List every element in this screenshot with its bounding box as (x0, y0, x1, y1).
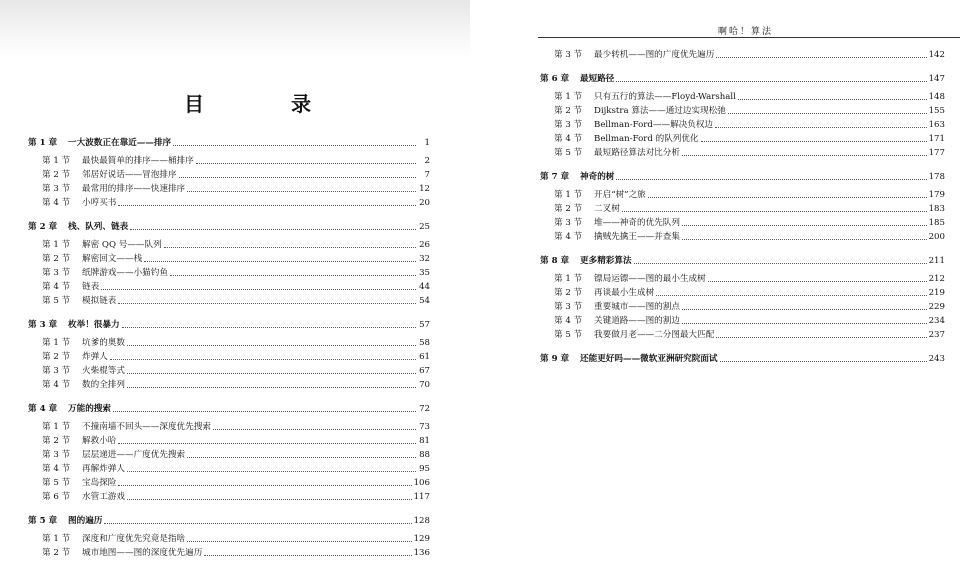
toc-section-entry (28, 476, 430, 490)
entry-title: 数的全排列 (82, 380, 125, 390)
leader-dots (104, 522, 411, 524)
page-number: 136 (413, 548, 430, 558)
leader-dots (622, 210, 927, 212)
toc-section-entry (28, 196, 430, 210)
toc-chapter-entry (28, 220, 430, 234)
entry-number: 第 4 节 (42, 380, 71, 390)
header-rule (538, 37, 960, 38)
entry-title: 最短路径算法对比分析 (594, 148, 680, 158)
toc-section-entry (28, 532, 430, 546)
leader-dots (179, 176, 416, 178)
entry-title: 一大波数正在靠近——排序 (68, 138, 172, 148)
entry-title: 解密回文——栈 (82, 254, 143, 264)
page-number: 229 (928, 302, 945, 312)
toc-title: 目 录 (184, 92, 351, 116)
page-number: 155 (928, 106, 945, 116)
entry-number: 第 3 节 (554, 120, 583, 130)
toc-section-entry (540, 188, 945, 202)
entry-title: 链表 (82, 282, 100, 292)
entry-title: Bellman-Ford 的队列优化 (594, 134, 699, 144)
page-number: 58 (419, 338, 430, 348)
toc-section-entry (540, 104, 945, 118)
page-number: 81 (419, 436, 430, 446)
entry-title: Bellman-Ford——解决负权边 (594, 120, 714, 130)
toc-section-entry (540, 272, 945, 286)
entry-title: 炸弹人 (82, 352, 108, 362)
entry-title: Dijkstra 算法——通过边实现松弛 (594, 106, 726, 116)
toc-section-entry (540, 230, 945, 244)
entry-number: 第 2 节 (554, 288, 583, 298)
leader-dots (118, 302, 416, 304)
page-number: 2 (424, 156, 430, 166)
entry-title: 邻居好说话——冒泡排序 (82, 170, 177, 180)
toc-section-entry (540, 202, 945, 216)
page-number: 70 (419, 380, 430, 390)
entry-number: 第 4 节 (554, 232, 583, 242)
toc-section-entry (540, 90, 945, 104)
toc-section-entry (28, 350, 430, 364)
page-number: 1 (424, 138, 430, 148)
page-number: 73 (419, 422, 430, 432)
entry-number: 第 1 节 (42, 338, 71, 348)
toc-section-entry (540, 314, 945, 328)
toc-section-entry (28, 546, 430, 560)
entry-number: 第 6 章 (540, 74, 570, 84)
leader-dots (682, 238, 927, 240)
leader-dots (130, 228, 416, 230)
entry-title: 最少转机——图的广度优先遍历 (594, 50, 715, 60)
entry-number: 第 3 节 (554, 218, 583, 228)
page-number: 26 (419, 240, 430, 250)
entry-number: 第 9 章 (540, 354, 570, 364)
entry-number: 第 5 节 (554, 148, 583, 158)
entry-number: 第 3 节 (42, 184, 71, 194)
entry-number: 第 4 节 (554, 316, 583, 326)
entry-number: 第 7 章 (540, 172, 570, 182)
entry-title: 栈、队列、链表 (68, 222, 129, 232)
entry-title: 再谈最小生成树 (594, 288, 655, 298)
entry-title: 再解炸弹人 (82, 464, 125, 474)
entry-title: 深度和广度优先究竟是指啥 (82, 534, 186, 544)
entry-title: 只有五行的算法——Floyd-Warshall (594, 92, 736, 102)
toc-section-entry (540, 286, 945, 300)
entry-number: 第 1 节 (42, 534, 71, 544)
leader-dots (127, 470, 416, 472)
toc-section-entry (28, 434, 430, 448)
entry-title: 堆——神奇的优先队列 (594, 218, 680, 228)
page-number: 57 (419, 320, 430, 330)
leader-dots (127, 386, 416, 388)
page-number: 67 (419, 366, 430, 376)
leader-dots (701, 140, 927, 142)
leader-dots (170, 274, 416, 276)
page-number: 106 (413, 478, 430, 488)
toc-chapter-entry (540, 352, 945, 366)
leader-dots (164, 246, 416, 248)
page-number: 148 (928, 92, 945, 102)
page-number: 44 (419, 282, 430, 292)
entry-number: 第 1 章 (28, 138, 58, 148)
entry-number: 第 2 节 (42, 352, 71, 362)
toc-section-entry (28, 490, 430, 504)
leader-dots (113, 410, 416, 412)
entry-number: 第 3 节 (42, 366, 71, 376)
page-number: 212 (928, 274, 945, 284)
entry-title: 宝岛探险 (82, 478, 117, 488)
leader-dots (118, 204, 416, 206)
leader-dots (728, 112, 927, 114)
leader-dots (144, 260, 416, 262)
leader-dots (682, 224, 927, 226)
leader-dots (716, 336, 926, 338)
entry-title: 最常用的排序——快速排序 (82, 184, 186, 194)
leader-dots (682, 154, 927, 156)
toc-section-entry (540, 216, 945, 230)
toc-chapter-entry (28, 514, 430, 528)
entry-title: 还能更好吗——微软亚洲研究院面试 (580, 354, 718, 364)
entry-number: 第 5 节 (554, 330, 583, 340)
entry-title: 枚举！很暴力 (68, 320, 120, 330)
page-number: 54 (419, 296, 430, 306)
entry-title: 层层递进——广度优先搜索 (82, 450, 186, 460)
toc-section-entry (28, 280, 430, 294)
toc-list-right (540, 48, 945, 370)
leader-dots (682, 308, 927, 310)
page-number: 20 (419, 198, 430, 208)
toc-chapter-entry (540, 254, 945, 268)
entry-title: 坑爹的奥数 (82, 338, 125, 348)
leader-dots (127, 498, 412, 500)
entry-number: 第 5 节 (42, 296, 71, 306)
toc-section-entry (540, 48, 945, 62)
entry-title: 水管工游戏 (82, 492, 125, 502)
toc-section-entry (28, 364, 430, 378)
leader-dots (616, 178, 926, 180)
page-number: 179 (928, 190, 945, 200)
leader-dots (616, 80, 926, 82)
page-number: 35 (419, 268, 430, 278)
running-header: 啊哈！算法 (718, 27, 774, 37)
page-number: 163 (928, 120, 945, 130)
entry-title: 城市地图——图的深度优先遍历 (82, 548, 203, 558)
page-number: 95 (419, 464, 430, 474)
leader-dots (173, 144, 416, 146)
toc-section-entry (28, 266, 430, 280)
toc-section-entry (540, 300, 945, 314)
page-number: 142 (928, 50, 945, 60)
entry-number: 第 4 章 (28, 404, 58, 414)
leader-dots (127, 372, 416, 374)
page-number: 25 (419, 222, 430, 232)
entry-title: 纸牌游戏——小猫钓鱼 (82, 268, 168, 278)
toc-section-entry (540, 132, 945, 146)
entry-number: 第 3 节 (554, 50, 583, 60)
page-number: 88 (419, 450, 430, 460)
entry-title: 解救小哈 (82, 436, 117, 446)
entry-title: 解密 QQ 号——队列 (82, 240, 162, 250)
entry-number: 第 1 节 (42, 240, 71, 250)
toc-chapter-entry (28, 136, 430, 150)
entry-number: 第 1 节 (554, 92, 583, 102)
entry-number: 第 2 节 (554, 204, 583, 214)
page-number: 243 (928, 354, 945, 364)
entry-title: 镖局运镖——图的最小生成树 (594, 274, 706, 284)
page-number: 61 (419, 352, 430, 362)
leader-dots (204, 554, 411, 556)
entry-title: 开启“树”之旅 (594, 190, 646, 200)
entry-title: 万能的搜索 (68, 404, 111, 414)
left-page (0, 0, 480, 581)
right-page (482, 0, 965, 581)
entry-number: 第 6 节 (42, 492, 71, 502)
page-number: 219 (928, 288, 945, 298)
page-number: 234 (928, 316, 945, 326)
page-number: 12 (419, 184, 430, 194)
entry-title: 更多精彩算法 (580, 256, 632, 266)
page-number: 7 (424, 170, 430, 180)
leader-dots (715, 126, 927, 128)
toc-section-entry (28, 238, 430, 252)
toc-chapter-entry (28, 402, 430, 416)
entry-number: 第 4 节 (42, 198, 71, 208)
page-number: 185 (928, 218, 945, 228)
leader-dots (716, 56, 926, 58)
entry-title: 图的遍历 (68, 516, 103, 526)
entry-title: 火柴棍等式 (82, 366, 125, 376)
entry-title: 神奇的树 (580, 172, 615, 182)
page-number: 171 (928, 134, 945, 144)
toc-chapter-entry (540, 170, 945, 184)
entry-number: 第 3 节 (42, 450, 71, 460)
page-number: 32 (419, 254, 430, 264)
entry-title: 二叉树 (594, 204, 620, 214)
toc-section-entry (28, 168, 430, 182)
entry-number: 第 1 节 (42, 422, 71, 432)
entry-number: 第 2 节 (42, 436, 71, 446)
entry-number: 第 4 节 (42, 464, 71, 474)
leader-dots (656, 294, 926, 296)
leader-dots (110, 358, 416, 360)
entry-number: 第 1 节 (554, 274, 583, 284)
entry-number: 第 3 节 (554, 302, 583, 312)
leader-dots (118, 484, 411, 486)
leader-dots (708, 280, 927, 282)
entry-title: 模拟链表 (82, 296, 117, 306)
entry-number: 第 5 节 (42, 478, 71, 488)
page-number: 129 (413, 534, 430, 544)
entry-number: 第 4 节 (42, 282, 71, 292)
page-number: 183 (928, 204, 945, 214)
entry-number: 第 4 节 (554, 134, 583, 144)
leader-dots (682, 322, 927, 324)
toc-section-entry (540, 328, 945, 342)
toc-section-entry (28, 420, 430, 434)
leader-dots (187, 190, 416, 192)
toc-section-entry (540, 146, 945, 160)
entry-number: 第 3 节 (42, 268, 71, 278)
page-number: 117 (413, 492, 430, 502)
entry-number: 第 3 章 (28, 320, 58, 330)
leader-dots (634, 262, 927, 264)
toc-section-entry (28, 154, 430, 168)
toc-chapter-entry (540, 72, 945, 86)
toc-section-entry (28, 182, 430, 196)
leader-dots (187, 540, 411, 542)
toc-section-entry (28, 252, 430, 266)
leader-dots (738, 98, 927, 100)
entry-title: 关键道路——图的割边 (594, 316, 680, 326)
page-number: 72 (419, 404, 430, 414)
entry-number: 第 2 节 (42, 548, 71, 558)
toc-section-entry (28, 336, 430, 350)
toc-section-entry (540, 118, 945, 132)
entry-number: 第 8 章 (540, 256, 570, 266)
toc-list-left (28, 136, 430, 560)
entry-number: 第 2 章 (28, 222, 58, 232)
leader-dots (720, 360, 927, 362)
entry-title: 我要做月老——二分图最大匹配 (594, 330, 715, 340)
entry-number: 第 2 节 (554, 106, 583, 116)
page-number: 211 (928, 256, 945, 266)
entry-title: 最短路径 (580, 74, 615, 84)
leader-dots (187, 456, 416, 458)
page-number: 200 (928, 232, 945, 242)
leader-dots (196, 162, 416, 164)
entry-title: 重要城市——图的割点 (594, 302, 680, 312)
entry-number: 第 1 节 (42, 156, 71, 166)
page-number: 177 (928, 148, 945, 158)
toc-section-entry (28, 378, 430, 392)
leader-dots (648, 196, 927, 198)
entry-title: 擒贼先擒王——并查集 (594, 232, 680, 242)
entry-number: 第 5 章 (28, 516, 58, 526)
toc-chapter-entry (28, 318, 430, 332)
page-number: 147 (928, 74, 945, 84)
page-number: 128 (413, 516, 430, 526)
leader-dots (101, 288, 416, 290)
toc-section-entry (28, 462, 430, 476)
entry-number: 第 2 节 (42, 170, 71, 180)
leader-dots (127, 344, 416, 346)
page-number: 178 (928, 172, 945, 182)
entry-number: 第 1 节 (554, 190, 583, 200)
leader-dots (122, 326, 416, 328)
entry-number: 第 2 节 (42, 254, 71, 264)
entry-title: 不撞南墙不回头——深度优先搜索 (82, 422, 211, 432)
entry-title: 小哼买书 (82, 198, 117, 208)
entry-title: 最快最简单的排序——桶排序 (82, 156, 194, 166)
toc-section-entry (28, 448, 430, 462)
leader-dots (118, 442, 416, 444)
leader-dots (213, 428, 416, 430)
toc-section-entry (28, 294, 430, 308)
page-number: 237 (928, 330, 945, 340)
